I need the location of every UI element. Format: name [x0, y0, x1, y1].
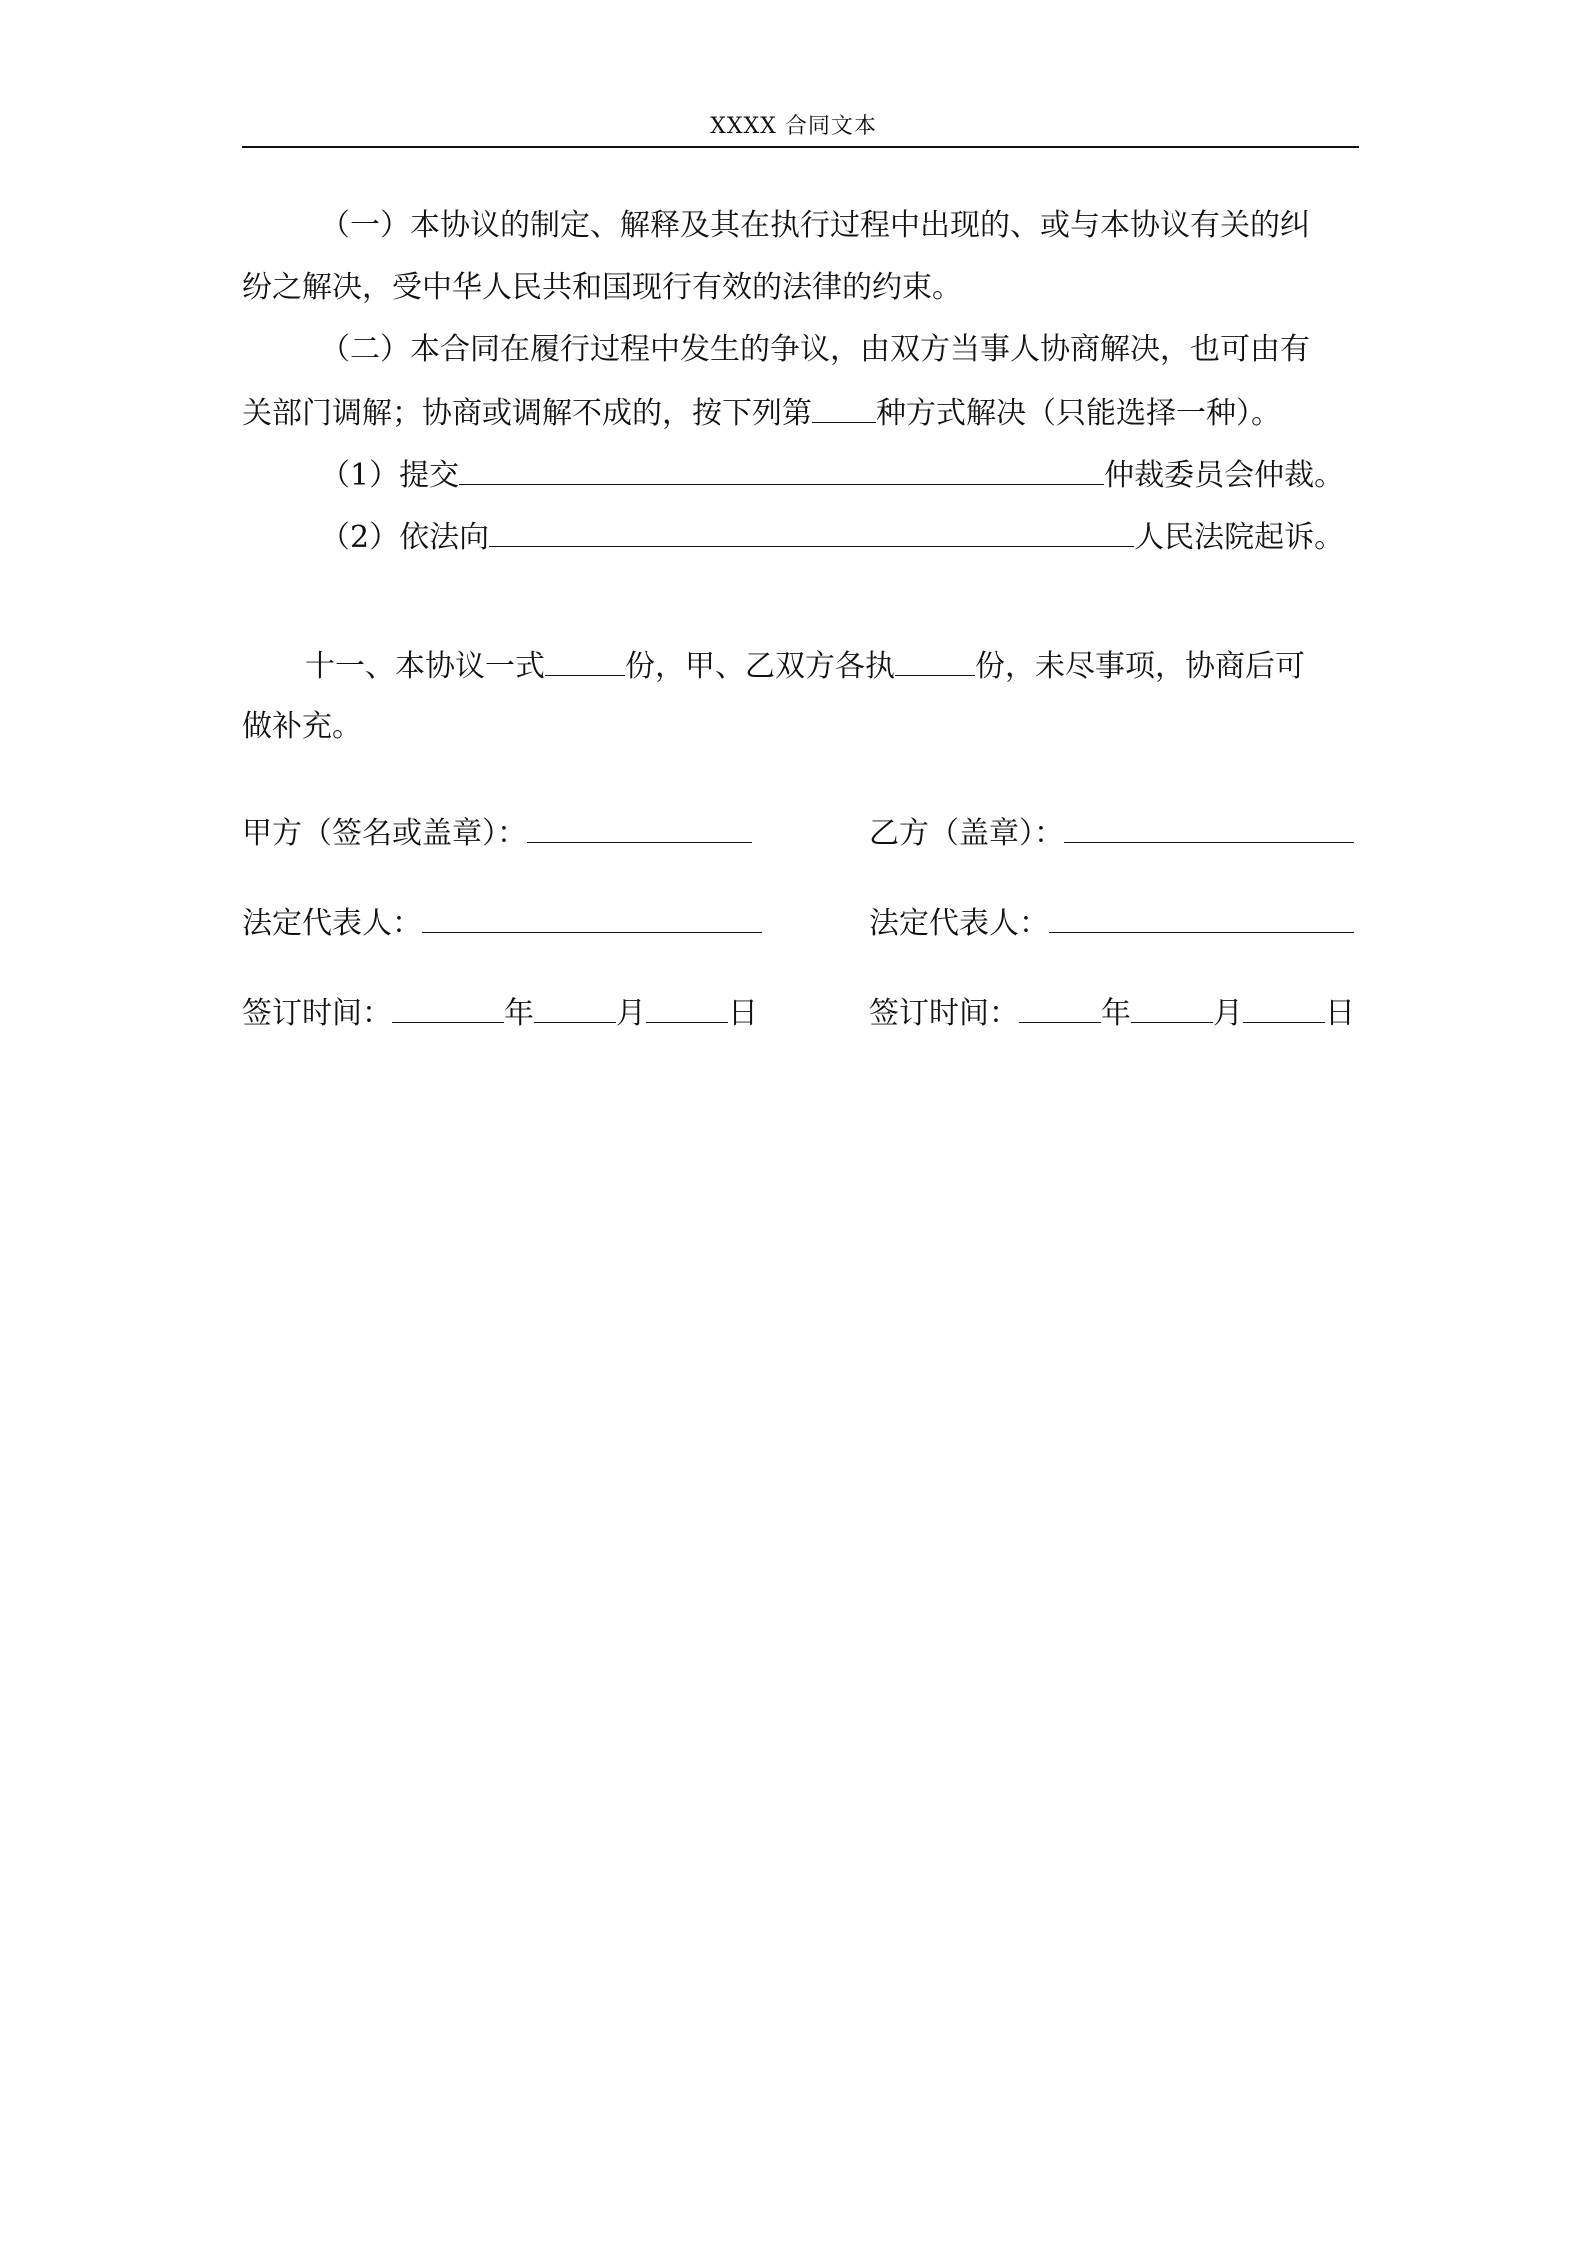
- party-b-signature-line: [869, 812, 1354, 854]
- rep-b-line: [869, 902, 1354, 944]
- date-b-day-blank[interactable]: [1243, 992, 1325, 1023]
- date-b-label: 签订时间：: [869, 996, 1019, 1031]
- date-b-month-unit: 月: [1213, 996, 1243, 1031]
- date-a-day-unit: 日: [728, 996, 758, 1031]
- option-2-suffix: 人民法院起诉。: [1134, 520, 1345, 555]
- clause-ten-p2-text-a: 关部门调解；协商或调解不成的，按下列第: [242, 396, 812, 431]
- clause-eleven-text-c: 份，未尽事项，协商后可: [975, 649, 1305, 684]
- rep-a-line: [242, 902, 762, 944]
- date-a-month-unit: 月: [616, 996, 646, 1031]
- date-b-year-unit: 年: [1101, 996, 1131, 1031]
- rep-b-label: 法定代表人：: [869, 906, 1049, 941]
- option-1-suffix: 仲裁委员会仲裁。: [1104, 458, 1345, 493]
- clause-eleven-text-a: 十一、本协议一式: [305, 649, 545, 684]
- rep-a-blank[interactable]: [422, 902, 762, 933]
- clause-eleven-text-b: 份，甲、乙双方各执: [625, 649, 895, 684]
- clause-ten-p2-text-b: 种方式解决（只能选择一种）。: [876, 396, 1281, 431]
- rep-a-label: 法定代表人：: [242, 906, 422, 941]
- option-1-line: [320, 454, 1344, 496]
- option-2-prefix: （2）依法向: [320, 520, 490, 555]
- clause-eleven-line2: 做补充。: [242, 709, 362, 744]
- header-rule: [242, 146, 1359, 148]
- option-1-prefix: （1）提交: [320, 458, 460, 493]
- date-a-year-unit: 年: [504, 996, 534, 1031]
- party-b-seal-blank[interactable]: [1064, 812, 1354, 843]
- party-b-label: 乙方（盖章）：: [869, 816, 1064, 851]
- clause-ten-p1-line2: 纷之解决，受中华人民共和国现行有效的法律的约束。: [242, 270, 962, 305]
- option-2-line: [320, 516, 1344, 558]
- clause-ten-p2-line1: （二）本合同在履行过程中发生的争议，由双方当事人协商解决，也可由有: [320, 332, 1310, 367]
- clause-ten-p1-line1: （一）本协议的制定、解释及其在执行过程中出现的、或与本协议有关的纠: [320, 208, 1310, 243]
- party-a-signature-line: [242, 812, 752, 854]
- method-number-blank[interactable]: [812, 392, 876, 423]
- clause-ten-p2-line2: [242, 392, 1281, 434]
- date-b-month-blank[interactable]: [1131, 992, 1213, 1023]
- party-a-signature-blank[interactable]: [527, 812, 752, 843]
- date-a-month-blank[interactable]: [534, 992, 616, 1023]
- date-b-year-blank[interactable]: [1019, 992, 1101, 1023]
- copies-total-blank[interactable]: [545, 645, 625, 676]
- arbitration-commission-blank[interactable]: [459, 454, 1104, 485]
- date-a-year-blank[interactable]: [392, 992, 504, 1023]
- date-b-day-unit: 日: [1325, 996, 1355, 1031]
- party-a-label: 甲方（签名或盖章）：: [242, 816, 527, 851]
- date-a-day-blank[interactable]: [646, 992, 728, 1023]
- date-b-line: [869, 992, 1355, 1034]
- court-name-blank[interactable]: [489, 516, 1134, 547]
- date-a-line: [242, 992, 758, 1034]
- clause-eleven-line1: [305, 645, 1305, 687]
- header-title: XXXX 合同文本: [710, 114, 877, 139]
- rep-b-blank[interactable]: [1049, 902, 1354, 933]
- copies-each-blank[interactable]: [895, 645, 975, 676]
- date-a-label: 签订时间：: [242, 996, 392, 1031]
